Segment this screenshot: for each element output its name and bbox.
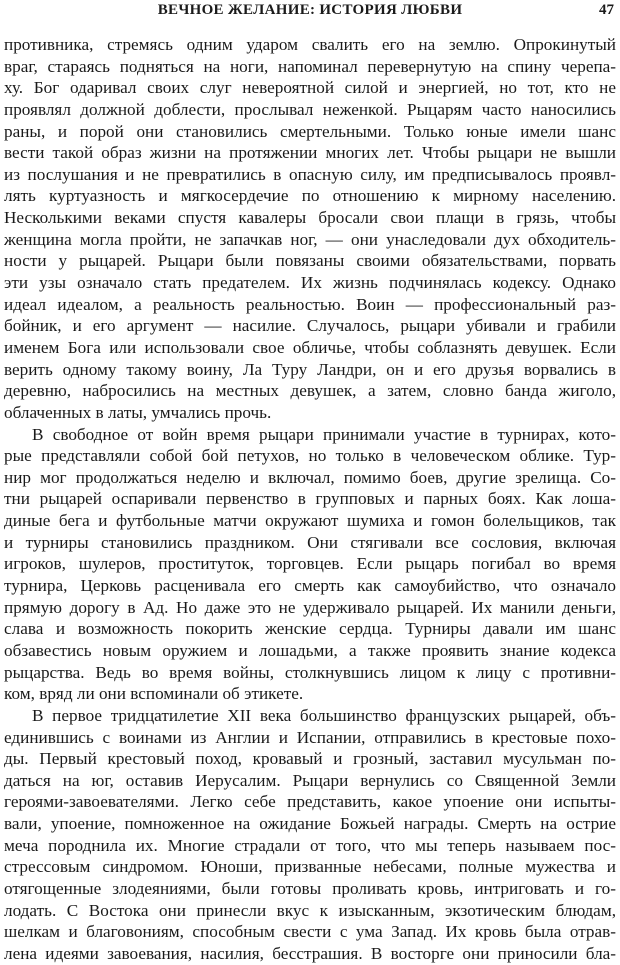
text-line: ности у рыцарей. Рыцари были повязаны своими обязательствами, порвать	[4, 251, 616, 271]
text-line: меча породнила их. Многие страдали от того, что мы теперь называем пос-	[4, 835, 616, 855]
text-line: проявлял должной доблести, прослывал неженкой. Рыцарям часто наносились	[4, 99, 616, 119]
text-line: и турниры становились праздником. Они стягивали все сословия, включая	[4, 532, 616, 552]
text-line: диные бега и футбольные матчи окружают шумиха и гомон болельщиков, так	[4, 511, 616, 531]
text-line: облаченных в латы, умчались прочь.	[4, 402, 272, 422]
page-number: 47	[599, 2, 614, 18]
text-line: слава и возможность покорить женские сердца. Турниры давали им шанс	[4, 619, 616, 639]
text-line: героями-завоевателями. Легко себе представить, какое упоение они испыты-	[4, 792, 616, 812]
text-line: игроков, шулеров, проституток, торговцев. Если рыцарь погибал во время	[4, 554, 616, 574]
text-line: ды. Первый крестовый поход, кровавый и грозный, заставил мусульман по-	[4, 749, 616, 769]
text-line: рыцарства. Ведь во время войны, столкнувшись лицом к лицу с противни-	[4, 662, 616, 682]
text-line: ху. Бог одаривал своих слуг невероятной силой и энергией, но тот, кто не	[4, 78, 616, 98]
text-line: деревню, набросились на местных девушек, а затем, словно банда жиголо,	[4, 381, 616, 401]
text-line: турнира, Церковь расценивала его смерть как самоубийство, что означало	[4, 576, 616, 596]
text-line: нир мог продолжаться неделю и включал, помимо боев, другие зрелища. Со-	[4, 467, 616, 487]
running-head	[0, 2, 620, 22]
text-line: шелкам и благовониям, способным свести с ума Запад. Их кровь была отрав-	[4, 922, 616, 942]
text-line: отягощенные злодеяниями, были готовы проливать кровь, интриговать и го-	[4, 878, 616, 898]
text-line: именем Бога или использовали свое обличье, чтобы соблазнять девушек. Если	[4, 337, 616, 357]
text-line: обзавестись новым оружием и лошадьми, а также проявить знание кодекса	[4, 640, 616, 660]
text-line: Несколькими веками спустя кавалеры бросали свои плащи в грязь, чтобы	[4, 208, 616, 228]
running-title: ВЕЧНОЕ ЖЕЛАНИЕ: ИСТОРИЯ ЛЮБВИ	[157, 2, 463, 18]
text-line: стрессовым синдромом. Юноши, призванные небесами, полные мужества и	[4, 857, 616, 877]
text-line: вали, упоение, помноженное на ожидание Божьей награды. Смерть на острие	[4, 814, 616, 834]
text-line: верить одному такому воину, Ла Туру Ландри, он и его друзья ворвались в	[4, 359, 616, 379]
text-line: прямую дорогу в Ад. Но даже это не удерживало рыцарей. Их манили деньги,	[4, 597, 616, 617]
text-line: лена идеями завоевания, насилия, бесстрашия. В восторге они приносили бла-	[4, 943, 616, 963]
text-line: рые представляли собой бой петухов, но только в человеческом облике. Тур-	[4, 446, 616, 466]
text-line: лодать. С Востока они принесли вкус к изысканным, экзотическим блюдам,	[4, 900, 616, 920]
body-text	[4, 34, 616, 965]
text-line: женщина могла пройти, не запачкав ног, — они унаследовали дух обходитель-	[4, 229, 616, 249]
text-line: В первое тридцатилетие XII века большинство французских рыцарей, объ-	[32, 705, 616, 725]
text-line: из послушания и не превратились в опасную силу, им предписывалось проявл-	[4, 164, 616, 184]
text-line: враг, стараясь подняться на ноги, напоминал перевернутую на спину черепа-	[4, 56, 616, 76]
text-line: ком, вряд ли они вспоминали об этикете.	[4, 684, 304, 704]
text-line: лять куртуазность и мягкосердечие по отношению к мирному населению.	[4, 186, 616, 206]
text-line: даться на юг, оставив Иерусалим. Рыцари вернулись со Священной Земли	[4, 770, 616, 790]
text-line: вести такой образ жизни на протяжении многих лет. Чтобы рыцари не вышли	[4, 143, 616, 163]
text-line: противника, стремясь одним ударом свалить его на землю. Опрокинутый	[4, 35, 616, 54]
text-line: единившись с воинами из Англии и Испании, отправились в крестовые похо-	[4, 727, 616, 747]
text-line: В свободное от войн время рыцари принимали участие в турнирах, кото-	[32, 424, 616, 444]
text-line: бойник, и его аргумент — насилие. Случалось, рыцари убивали и грабили	[4, 316, 616, 336]
text-line: тни рыцарей оспаривали первенство в групповых и парных боях. Как лоша-	[4, 489, 616, 509]
text-line: идеал идеалом, а реальность реальностью. Воин — профессиональный раз-	[4, 294, 616, 314]
text-line: эти узы означало стать предателем. Их жизнь подчинялась кодексу. Однако	[4, 273, 616, 293]
text-line: раны, и порой они становились смертельными. Только юные имели шанс	[4, 121, 616, 141]
